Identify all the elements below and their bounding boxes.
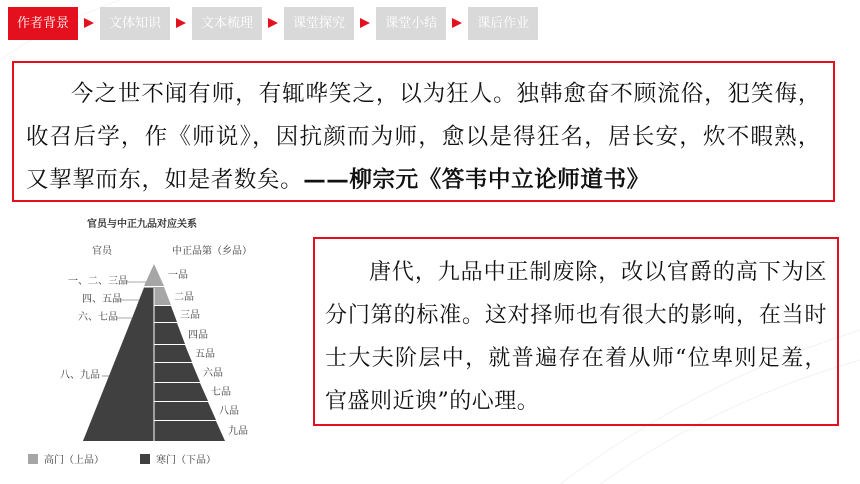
grade-5: 五品 — [195, 349, 215, 360]
tab-author-background[interactable]: 作者背景 — [8, 7, 78, 40]
official-rank-1-3: 一、二、三品 — [68, 276, 128, 287]
legend-swatch-high — [28, 454, 38, 464]
rank-pyramid-figure — [22, 212, 292, 474]
tab-class-inquiry[interactable]: 课堂探究 — [284, 7, 354, 40]
chevron-right-icon — [354, 7, 376, 40]
official-rank-4-5: 四、五品 — [82, 294, 122, 305]
tab-genre-knowledge[interactable]: 文体知识 — [100, 7, 170, 40]
left-header: 官员 — [92, 246, 112, 257]
chevron-right-icon — [262, 7, 284, 40]
grade-1: 一品 — [168, 270, 188, 281]
legend-high-label: 高门（上品） — [44, 455, 104, 466]
explanation-text: 唐代，九品中正制废除，改以官爵的高下为区分门第的标准。这对择师也有很大的影响，在当时士大夫阶层中，就普遍存在着从师“位卑则足羞，官盛则近谀”的心理。 — [325, 260, 827, 414]
pyramid-tier-1 — [144, 264, 164, 286]
official-rank-6-7: 六、七品 — [78, 312, 118, 323]
chevron-right-icon — [446, 7, 468, 40]
figure-title: 官员与中正九品对应关系 — [87, 219, 197, 230]
grade-9: 九品 — [228, 426, 248, 437]
pyramid-officials-wedge — [83, 288, 154, 441]
quote-body: 今之世不闻有师，有辄哗笑之，以为狂人。独韩愈奋不顾流俗，犯笑侮，收召后学，作《师说》，因抗颜而为师，愈以是得狂名，居长安，炊不暇熟，又挈挈而东，如是者数矣。 — [26, 81, 821, 193]
quote-source: ——柳宗元《答韦中立论师道书》 — [303, 167, 650, 193]
explanation-box — [313, 237, 839, 426]
official-rank-8-9: 八、九品 — [60, 370, 100, 381]
legend-swatch-low — [140, 454, 150, 464]
tab-class-summary[interactable]: 课堂小结 — [376, 7, 446, 40]
tab-text-outline[interactable]: 文本梳理 — [192, 7, 262, 40]
grade-6: 六品 — [203, 368, 223, 379]
grade-8: 八品 — [219, 406, 239, 417]
grade-3: 三品 — [180, 310, 200, 321]
chevron-right-icon — [170, 7, 192, 40]
grade-4: 四品 — [188, 330, 208, 341]
grade-7: 七品 — [211, 387, 231, 398]
quote-box — [12, 61, 835, 202]
right-header: 中正品第（乡品） — [172, 246, 252, 257]
chevron-right-icon — [78, 7, 100, 40]
quote-text — [26, 73, 821, 202]
grade-2: 二品 — [174, 292, 194, 303]
legend-low-label: 寒门（下品） — [156, 455, 216, 466]
section-nav — [8, 6, 538, 40]
tab-homework[interactable]: 课后作业 — [468, 7, 538, 40]
